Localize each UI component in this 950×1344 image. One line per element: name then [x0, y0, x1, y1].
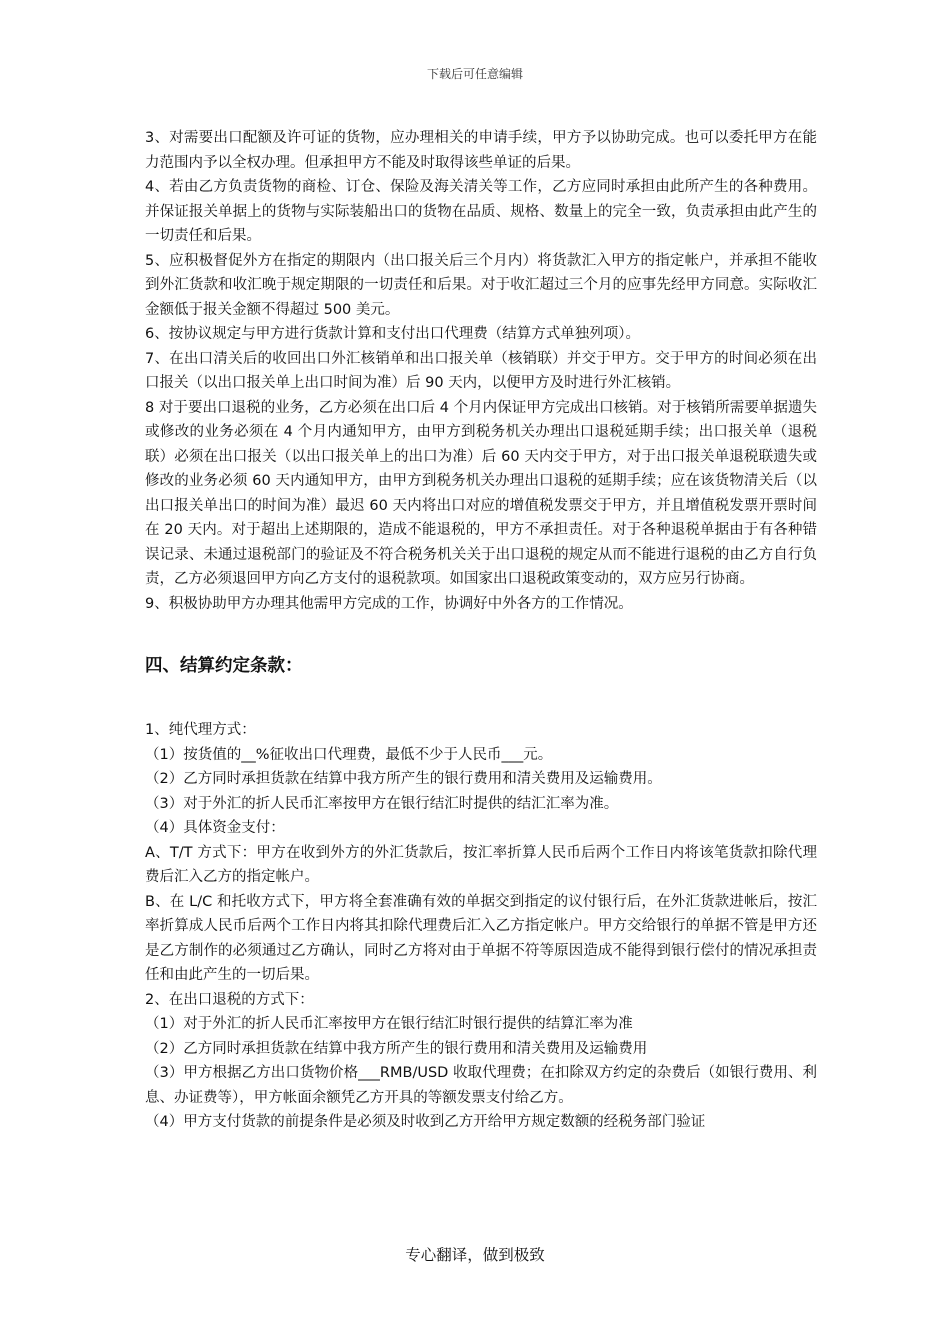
- paragraph-item-3: 3、对需要出口配额及许可证的货物，应办理相关的申请手续，甲方予以协助完成。也可以委托甲方在能力范围内予以全权办理。但承担甲方不能及时取得该些单证的后果。: [145, 130, 817, 171]
- paragraph-item-6: 6、按协议规定与甲方进行货款计算和支付出口代理费（结算方式单独列项）。: [145, 326, 640, 342]
- settlement-item-1-3: （3）对于外汇的折人民币汇率按甲方在银行结汇时提供的结汇汇率为准。: [145, 795, 619, 812]
- document-body: [145, 126, 817, 1135]
- settlement-item-1-1: （1）按货值的__%征收出口代理费，最低不少于人民币___元。: [145, 746, 553, 763]
- page-footer: 专心翻译，做到极致: [405, 1246, 545, 1264]
- settlement-item-a: A、T/T 方式下：甲方在收到外方的外汇货款后，按汇率折算人民币后两个工作日内将该笔货款扣除代理费后汇入乙方的指定帐户。: [145, 844, 817, 885]
- paragraph-item-8: 8 对于要出口退税的业务，乙方必须在出口后 4 个月内保证甲方完成出口核销。对于核销所需要单据遗失或修改的业务必须在 4 个月内通知甲方，由甲方到税务机关办理出口退税延期手续；出口报关单（退税联）必须在出口报关（以出口报关单上的出口为准）后 60 天内交于甲方，对于出口报关单退税联遗失或修改的业务必须 60 天内通知甲方，由甲方到税务机关办理出口退税的延期手续；应在该货物清关后（以出口报关单出口的时间为准）最迟 60 天内将出口对应的增值税发票交于甲方，并且增值税发票开票时间在 20 天内。对于超出上述期限的，造成不能退税的，甲方不承担责任。对于各种退税单据由于有各种错误记录、未通过退税部门的验证及不符合税务机关关于出口退税的规定从而不能进行退税的由乙方自行负责，乙方必须退回甲方向乙方支付的退税款项。如国家出口退税政策变动的，双方应另行协商。: [145, 399, 817, 587]
- settlement-item-2: 2、在出口退税的方式下：: [145, 991, 314, 1008]
- settlement-item-2-4: （4）甲方支付货款的前提条件是必须及时收到乙方开给甲方规定数额的经税务部门验证: [145, 1114, 706, 1130]
- paragraph-item-4: 4、若由乙方负责货物的商检、订仓、保险及海关清关等工作，乙方应同时承担由此所产生的各种费用。并保证报关单据上的货物与实际装船出口的货物在品质、规格、数量上的完全一致，负责承担由此产生的一切责任和后果。: [145, 179, 817, 244]
- settlement-item-1-4: （4）具体资金支付：: [145, 820, 285, 836]
- settlement-item-1-2: （2）乙方同时承担货款在结算中我方所产生的银行费用和清关费用及运输费用。: [145, 771, 662, 787]
- settlement-item-1: 1、纯代理方式：: [145, 722, 256, 738]
- paragraph-item-7: 7、在出口清关后的收回出口外汇核销单和出口报关单（核销联）并交于甲方。交于甲方的时间必须在出口报关（以出口报关单上出口时间为准）后 90 天内，以便甲方及时进行外汇核销。: [145, 350, 817, 391]
- settlement-item-b: B、在 L/C 和托收方式下，甲方将全套准确有效的单据交到指定的议付银行后，在外汇货款进帐后，按汇率折算成人民币后两个工作日内将其扣除代理费后汇入乙方指定帐户。甲方交给银行的单据不管是甲方还是乙方制作的必须通过乙方确认，同时乙方将对由于单据不符等原因造成不能得到银行偿付的情况承担责任和由此产生的一切后果。: [145, 893, 817, 983]
- paragraph-item-5: 5、应积极督促外方在指定的期限内（出口报关后三个月内）将货款汇入甲方的指定帐户，并承担不能收到外汇货款和收汇晚于规定期限的一切责任和后果。对于收汇超过三个月的应事先经甲方同意。实际收汇金额低于报关金额不得超过 500 美元。: [145, 252, 817, 318]
- settlement-item-2-2: （2）乙方同时承担货款在结算中我方所产生的银行费用和清关费用及运输费用: [145, 1040, 648, 1057]
- page-header: 下载后可任意编辑: [426, 67, 523, 81]
- section-heading-settlement: 四、结算约定条款：: [145, 656, 303, 676]
- settlement-item-2-3: （3）甲方根据乙方出口货物价格___RMB/USD 收取代理费；在扣除双方约定的杂费后（如银行费用、利息、办证费等），甲方帐面余额凭乙方开具的等额发票支付给乙方。: [145, 1065, 817, 1106]
- settlement-item-2-1: （1）对于外汇的折人民币汇率按甲方在银行结汇时银行提供的结算汇率为准: [145, 1016, 633, 1032]
- paragraph-item-9: 9、积极协助甲方办理其他需甲方完成的工作，协调好中外各方的工作情况。: [145, 595, 633, 612]
